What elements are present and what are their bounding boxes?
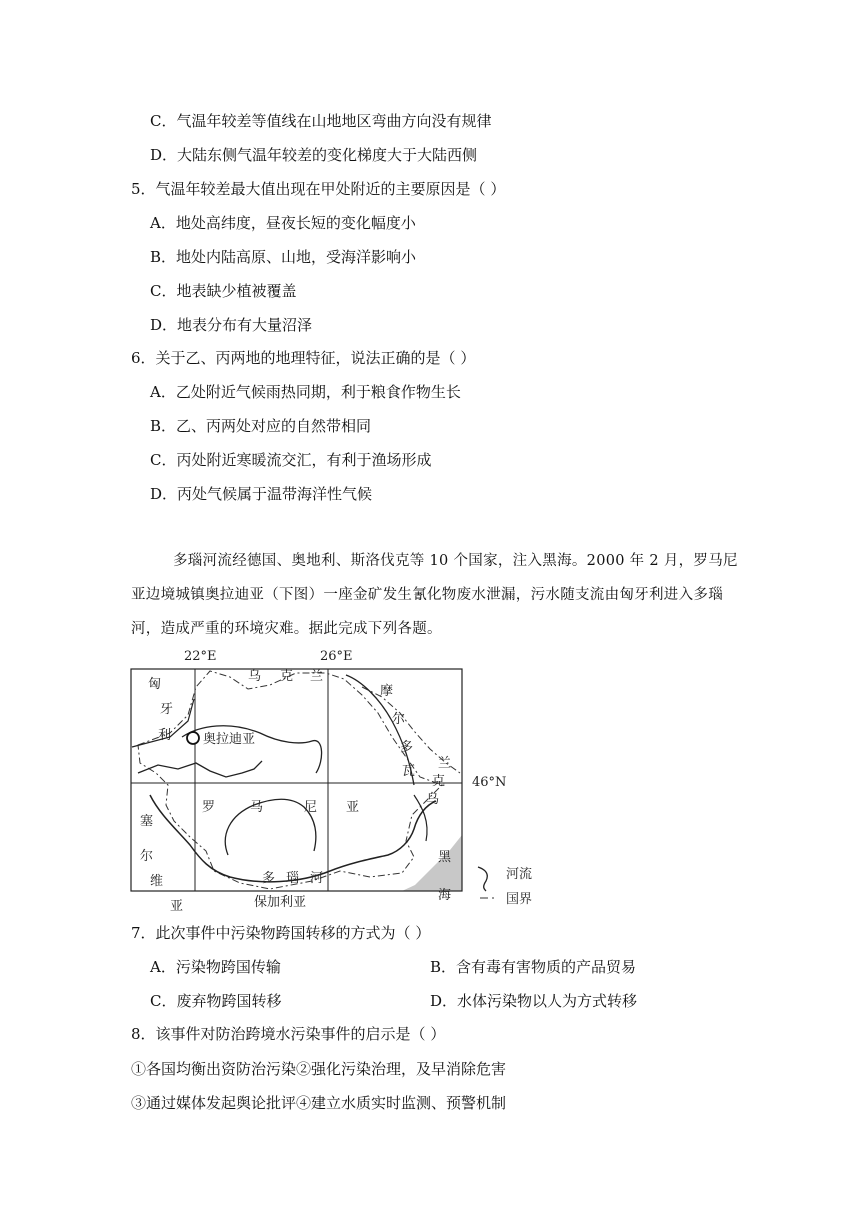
map-svg bbox=[130, 645, 550, 913]
lon-22e-label: 22°E bbox=[184, 649, 217, 664]
q4-option-d: D．大陆东侧气温年较差的变化梯度大于大陆西侧 bbox=[150, 146, 478, 164]
romania-label-1: 罗 bbox=[202, 800, 216, 815]
romania-label-2: 马 bbox=[250, 800, 264, 815]
q7-option-b: B．含有毒有害物质的产品贸易 bbox=[430, 958, 637, 976]
q6-option-a: A．乙处附近气候雨热同期，利于粮食作物生长 bbox=[150, 383, 461, 401]
q5-option-a: A．地处高纬度，昼夜长短的变化幅度小 bbox=[150, 214, 416, 232]
moldova-label-4: 瓦 bbox=[402, 764, 416, 779]
oradea-city-marker bbox=[187, 732, 199, 744]
q6-option-b: B．乙、丙两处对应的自然带相同 bbox=[150, 417, 372, 435]
river-tisza bbox=[138, 761, 262, 777]
hungary-label-3: 利 bbox=[158, 728, 172, 743]
q8-stem: 8．该事件对防治跨境水污染事件的启示是（ ） bbox=[131, 1025, 446, 1043]
romania-border bbox=[138, 671, 442, 889]
danube-label-1: 多 bbox=[262, 871, 276, 886]
moldova-label-1: 摩 bbox=[380, 684, 394, 699]
serbia-label-3: 维 bbox=[150, 874, 164, 889]
romania-label-3: 尼 bbox=[304, 800, 318, 815]
legend-river-label: 河流 bbox=[506, 867, 533, 882]
q8-choices-line-1: ①各国均衡出资防治污染②强化污染治理，及早消除危害 bbox=[131, 1060, 507, 1078]
q7-stem: 7．此次事件中污染物跨国转移的方式为（ ） bbox=[131, 924, 431, 942]
ukraine-right-label-1: 兰 bbox=[438, 756, 452, 771]
intro-line-3: 河，造成严重的环境灾难。据此完成下列各题。 bbox=[131, 621, 442, 637]
lat-46n-label: 46°N bbox=[472, 775, 507, 790]
ukraine-top-label-3: 兰 bbox=[310, 669, 324, 684]
q4-option-c: C．气温年较差等值线在山地地区弯曲方向没有规律 bbox=[150, 112, 492, 130]
q5-option-c: C．地表缺少植被覆盖 bbox=[150, 282, 297, 300]
serbia-label-4: 亚 bbox=[170, 899, 184, 913]
q8-choices-line-2: ③通过媒体发起舆论批评④建立水质实时监测、预警机制 bbox=[131, 1094, 507, 1112]
black-sea-label-2: 海 bbox=[438, 888, 452, 903]
q5-option-b: B．地处内陆高原、山地，受海洋影响小 bbox=[150, 248, 417, 266]
map-frame bbox=[131, 669, 462, 891]
oradea-city-label: 奥拉迪亚 bbox=[203, 732, 256, 747]
q7-option-c: C．废弃物跨国转移 bbox=[150, 992, 282, 1010]
intro-line-2: 亚边境城镇奥拉迪亚（下图）一座金矿发生氰化物废水泄漏，污水随支流由匈牙利进入多瑙 bbox=[131, 587, 723, 603]
serbia-label-2: 尔 bbox=[140, 849, 154, 864]
ukraine-top-label-2: 克 bbox=[280, 669, 294, 684]
hungary-label-1: 匈 bbox=[148, 677, 162, 692]
q6-option-d: D．丙处气候属于温带海洋性气候 bbox=[150, 485, 373, 503]
bulgaria-label: 保加利亚 bbox=[254, 895, 307, 910]
danube-label-2: 瑙 bbox=[286, 871, 300, 886]
q6-stem: 6．关于乙、丙两地的地理特征，说法正确的是（ ） bbox=[131, 349, 476, 367]
q5-stem: 5．气温年较差最大值出现在甲处附近的主要原因是（ ） bbox=[131, 180, 506, 198]
serbia-label-1: 塞 bbox=[140, 814, 154, 829]
moldova-label-2: 尔 bbox=[392, 712, 406, 727]
river-danube bbox=[150, 795, 436, 882]
hungary-label-2: 牙 bbox=[160, 702, 174, 717]
river-mures bbox=[225, 799, 316, 855]
q6-option-c: C．丙处附近寒暖流交汇，有利于渔场形成 bbox=[150, 451, 432, 469]
black-sea-label-1: 黑 bbox=[438, 850, 452, 865]
legend-border-label: 国界 bbox=[506, 892, 533, 907]
intro-line-1: 多瑙河流经德国、奥地利、斯洛伐克等 10 个国家，注入黑海。2000 年 2 月，罗马尼 bbox=[173, 553, 738, 569]
moldova-label-3: 多 bbox=[400, 740, 414, 755]
ukraine-right-label-3: 乌 bbox=[426, 792, 440, 807]
danube-label-3: 河 bbox=[310, 871, 324, 886]
romania-map bbox=[130, 645, 550, 913]
q5-option-d: D．地表分布有大量沼泽 bbox=[150, 316, 313, 334]
legend-river-symbol bbox=[478, 867, 487, 891]
lon-26e-label: 26°E bbox=[320, 649, 353, 664]
ukraine-right-label-2: 克 bbox=[432, 774, 446, 789]
romania-label-4: 亚 bbox=[346, 800, 360, 815]
q7-option-d: D．水体污染物以人为方式转移 bbox=[430, 992, 638, 1010]
ukraine-top-label-1: 乌 bbox=[248, 669, 262, 684]
q7-option-a: A．污染物跨国传输 bbox=[150, 958, 281, 976]
